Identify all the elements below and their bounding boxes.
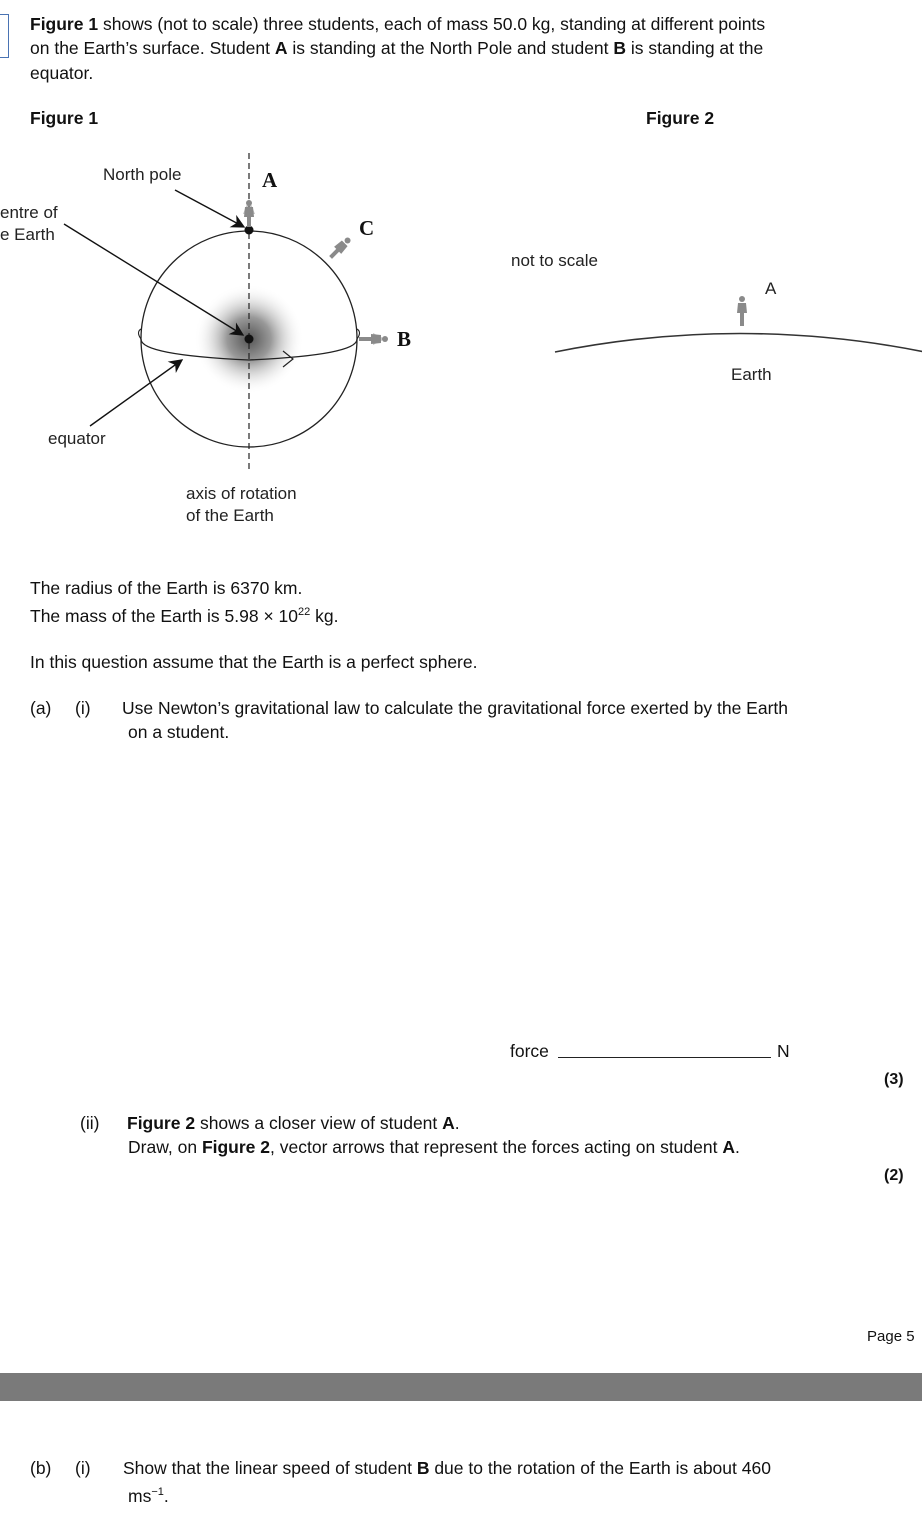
unit-text: ms (128, 1486, 152, 1506)
axis-label (186, 483, 297, 527)
question-text: . (454, 1113, 460, 1133)
axis-label-line-2: of the Earth (186, 506, 274, 525)
radius-fact: The radius of the Earth is 6370 km. (30, 578, 303, 598)
student-a-ref: A (442, 1113, 455, 1133)
centre-pointer (64, 224, 243, 335)
student-b-figure-icon (359, 333, 388, 345)
not-to-scale-label: not to scale (511, 251, 598, 270)
student-a-ref: A (274, 38, 288, 58)
student-a-ref: A (722, 1137, 735, 1157)
figure-2-student-a-label: A (765, 279, 777, 298)
student-b-ref: B (416, 1458, 430, 1478)
north-pole-label: North pole (103, 165, 182, 184)
force-answer-label: force (510, 1041, 549, 1061)
question-text: Draw, on (128, 1137, 202, 1157)
part-a-i-question-line-1: Use Newton’s gravitational law to calculate the gravitational force exerted by the Earth (122, 698, 789, 718)
student-c-figure-icon (327, 235, 353, 261)
part-b-label: (b) (30, 1458, 52, 1478)
figure-1-title: Figure 1 (30, 108, 99, 128)
mass-fact (30, 604, 338, 628)
part-a-i-question-line-2: on a student. (128, 722, 230, 742)
mass-text: The mass of the Earth is 5.98 × 10 (30, 606, 298, 626)
student-a-figure-icon (243, 199, 255, 227)
question-text: . (734, 1137, 740, 1157)
part-a-label: (a) (30, 698, 52, 718)
force-unit: N (777, 1041, 790, 1061)
student-a-label: A (262, 168, 278, 192)
part-a-i-label: (i) (75, 698, 91, 718)
assumption-text: In this question assume that the Earth is a perfect sphere. (30, 652, 478, 672)
part-b-i-label: (i) (75, 1458, 91, 1478)
equator-label: equator (48, 429, 106, 448)
axis-label-line-1: axis of rotation (186, 484, 297, 503)
centre-dot (245, 335, 254, 344)
mass-exponent: 22 (298, 606, 311, 619)
figure-1-ref: Figure 1 (30, 14, 99, 34)
student-c-label: C (359, 216, 375, 240)
question-text: due to the rotation of the Earth is about 460 (429, 1458, 771, 1478)
page-number: Page 5 (867, 1328, 915, 1345)
figure-2-diagram[interactable] (540, 280, 922, 360)
unit-end: . (163, 1486, 169, 1506)
page-break-divider (0, 1373, 922, 1401)
question-text: , vector arrows that represent the forces acting on student (270, 1137, 723, 1157)
part-a-ii-label: (ii) (80, 1113, 100, 1133)
equator-pointer (90, 360, 182, 426)
figure-2-ref: Figure 2 (201, 1137, 271, 1157)
intro-text: on the Earth’s surface. Student (30, 38, 275, 58)
student-b-ref: B (613, 38, 627, 58)
intro-text: shows (not to scale) three students, each of mass 50.0 kg, standing at different points (98, 14, 766, 34)
north-pole-pointer (175, 190, 244, 227)
centre-of-earth-label (0, 202, 58, 246)
part-a-ii-marks: (2) (884, 1167, 904, 1184)
centre-label-line-2: e Earth (0, 225, 55, 244)
force-answer-line[interactable] (558, 1057, 771, 1058)
intro-line-3: equator. (30, 63, 94, 83)
unit-exponent: −1 (151, 1486, 164, 1499)
intro-text: is standing at the (626, 38, 764, 58)
centre-label-line-1: entre of (0, 203, 58, 222)
intro-line-1 (30, 12, 765, 36)
question-text: shows a closer view of student (195, 1113, 443, 1133)
part-b-i-line-1 (123, 1456, 771, 1480)
figure-2-earth-label: Earth (731, 365, 772, 384)
part-a-ii-line-2 (128, 1135, 740, 1159)
question-number-box (0, 14, 9, 58)
part-b-i-line-2 (128, 1484, 169, 1508)
student-a-closeup-icon (737, 296, 747, 326)
question-text: Show that the linear speed of student (123, 1458, 417, 1478)
intro-line-2 (30, 36, 763, 60)
part-a-i-marks: (3) (884, 1071, 904, 1088)
mass-unit: kg. (310, 606, 339, 626)
intro-text: is standing at the North Pole and student (287, 38, 614, 58)
figure-2-ref: Figure 2 (127, 1113, 196, 1133)
part-a-ii-line-1 (127, 1111, 460, 1135)
earth-surface-curve (555, 334, 922, 353)
figure-2-title: Figure 2 (646, 108, 715, 128)
student-b-label: B (397, 327, 412, 351)
